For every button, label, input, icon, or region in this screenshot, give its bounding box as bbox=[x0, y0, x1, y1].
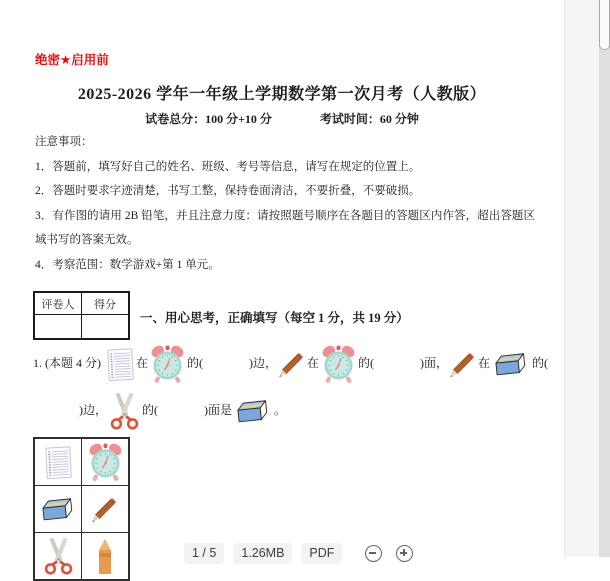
note-item: 4．考察范围：数学游戏+第 1 单元。 bbox=[35, 253, 535, 277]
viewer-toolbar bbox=[184, 543, 413, 564]
note-item: 1．答题前，填写好自己的姓名、班级、考号等信息，请写在规定的位置上。 bbox=[35, 155, 535, 179]
question-1 bbox=[33, 340, 557, 434]
eraser-icon bbox=[233, 397, 273, 425]
scrollbar-thumb[interactable] bbox=[599, 0, 610, 50]
exam-duration: 考试时间：60 分钟 bbox=[320, 112, 419, 126]
pencil-icon bbox=[91, 500, 119, 517]
question-text: 的( bbox=[358, 356, 374, 370]
question-text: 1. (本题 4 分) bbox=[33, 356, 104, 370]
scissors-icon bbox=[42, 547, 75, 564]
grid-cell bbox=[82, 486, 130, 533]
section1-heading: 一、用心思考，正确填写（每空 1 分，共 19 分） bbox=[140, 308, 409, 340]
grid-row bbox=[34, 533, 129, 581]
eraser-icon bbox=[491, 350, 531, 378]
alarm-clock-icon bbox=[87, 453, 124, 470]
exam-info bbox=[0, 110, 564, 127]
question-text: 在 bbox=[478, 356, 490, 370]
zoom-out-button[interactable] bbox=[365, 545, 382, 562]
exam-title: 2025-2026 学年一年级上学期数学第一次月考（人教版） bbox=[0, 81, 564, 104]
score-table-header-score: 得分 bbox=[82, 292, 130, 315]
exam-total-score: 试卷总分：100 分+10 分 bbox=[145, 112, 272, 126]
scrollbar-track[interactable] bbox=[599, 0, 610, 557]
zoom-in-button[interactable] bbox=[396, 545, 413, 562]
pencil-icon bbox=[449, 350, 477, 378]
grid-cell bbox=[34, 533, 82, 581]
question-text: 在 bbox=[136, 356, 148, 370]
notes-heading: 注意事项： bbox=[35, 133, 93, 149]
pencil-icon bbox=[278, 350, 306, 378]
grid-cell bbox=[34, 486, 82, 533]
score-table-cell-empty bbox=[34, 315, 82, 340]
notebook-icon bbox=[43, 453, 73, 470]
page-indicator: 1 / 5 bbox=[184, 543, 224, 564]
scissors-icon bbox=[108, 392, 141, 430]
grid-cell bbox=[34, 438, 82, 486]
grid-cell bbox=[82, 438, 130, 486]
question-text: 在 bbox=[307, 356, 319, 370]
file-size-badge: 1.26MB bbox=[233, 543, 292, 564]
question-text: 的( bbox=[142, 403, 158, 417]
question-text: )边， bbox=[79, 403, 107, 417]
notes-list bbox=[35, 155, 535, 277]
score-table-header-grader: 评卷人 bbox=[34, 292, 82, 315]
answer-grid bbox=[33, 437, 130, 581]
question-text: )面， bbox=[420, 356, 448, 370]
score-table bbox=[33, 291, 130, 340]
question-text: )边， bbox=[249, 356, 277, 370]
grid-cell bbox=[82, 533, 130, 581]
question-text: 。 bbox=[274, 403, 286, 417]
question-text: )面是 bbox=[204, 403, 232, 417]
notebook-icon bbox=[105, 347, 135, 382]
file-type-badge: PDF bbox=[301, 543, 342, 564]
alarm-clock-icon bbox=[149, 344, 186, 384]
alarm-clock-icon bbox=[320, 344, 357, 384]
grid-row bbox=[34, 438, 129, 486]
crayon-icon bbox=[92, 547, 118, 564]
security-notice: 绝密★启用前 bbox=[35, 50, 109, 68]
eraser-icon bbox=[38, 500, 78, 517]
note-item: 2．答题时要求字迹清楚，书写工整，保持卷面清洁，不要折叠，不要破损。 bbox=[35, 179, 535, 203]
note-item: 3．有作图的请用 2B 铅笔，并且注意力度：请按照题号顺序在各题目的答题区内作答，超出答题区域书写的答案无效。 bbox=[35, 204, 535, 253]
question-text: 的( bbox=[187, 356, 203, 370]
grid-row bbox=[34, 486, 129, 533]
score-table-cell-empty bbox=[82, 315, 130, 340]
question-text: 的( bbox=[532, 356, 548, 370]
